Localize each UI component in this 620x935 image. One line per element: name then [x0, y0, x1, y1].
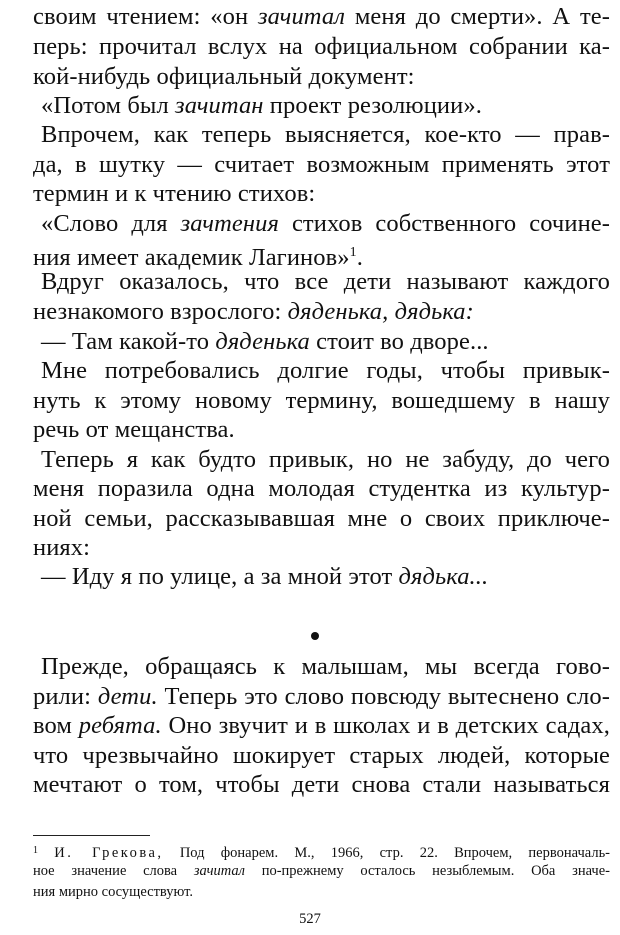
text-run: Теперь это слово повсюду вытеснено сло- [157, 683, 610, 710]
text-run: мечтают о том, чтобы дети снова стали называться [33, 771, 610, 798]
text-run: перь: прочитал вслух на официальном собрании ка- [33, 33, 610, 60]
text-line [41, 267, 610, 297]
text-run: Впрочем, как теперь выясняется, кое-кто — прав- [41, 121, 610, 148]
text-run: вом [33, 712, 79, 739]
text-run: ной семьи, рассказывавшая мне о своих приключе- [33, 505, 610, 532]
footnote-author: И. Грекова, [54, 845, 164, 861]
text-line [33, 682, 610, 712]
text-line [33, 533, 610, 563]
footnote-line-3: ния мирно сосуществуют. [33, 884, 194, 900]
footnote-marker: 1 [33, 845, 38, 856]
text-run: да, в шутку — считает возможным применять этот [33, 151, 610, 178]
footnote-line-2: ное значение слова зачитал по-прежнему осталось незыблемым. Оба значе- [33, 863, 610, 879]
text-run: проект резолюции». [263, 92, 482, 119]
text-line [41, 91, 610, 121]
text-line [33, 504, 610, 534]
text-run: незнакомого взрослого: [33, 298, 288, 325]
text-run: термин и к чтению стихов: [33, 180, 316, 207]
text-line [41, 445, 610, 475]
text-run: своим чтением: «он [33, 3, 258, 30]
text-run: кой-нибудь официальный документ: [33, 63, 415, 90]
text-run: рили: [33, 683, 98, 710]
text-run: ния имеет академик Лагинов» [33, 244, 350, 271]
text-run: речь от мещанства. [33, 416, 235, 443]
text-run: Прежде, обращаясь к малышам, мы всегда гово- [41, 653, 610, 680]
text-line [41, 652, 610, 682]
footnote-reference[interactable]: 1 [349, 245, 357, 260]
italic-term: ребята. [78, 712, 162, 739]
italic-term: дядька... [398, 563, 489, 590]
italic-term: дяденька [215, 328, 310, 355]
text-run: . [356, 244, 363, 271]
text-run: меня до смерти». А те- [345, 3, 610, 30]
text-run: Теперь я как будто привык, но не забуду, до чего [41, 446, 610, 473]
text-line [33, 62, 610, 92]
text-line [33, 2, 610, 32]
text-run: — Там какой-то [41, 328, 216, 355]
text-run: «Слово для [41, 210, 181, 237]
text-line [33, 386, 610, 416]
text-run: стихов собственного сочине- [278, 210, 611, 237]
text-line [41, 120, 610, 150]
text-line [41, 209, 610, 239]
text-run: — Иду я по улице, а за мной этот [41, 563, 399, 590]
text-line [33, 297, 610, 327]
text-run: нуть к этому новому термину, вошедшему в нашу [33, 387, 610, 414]
text-line [33, 711, 610, 741]
italic-term: дети. [97, 683, 158, 710]
text-run: стоит во дворе... [309, 328, 489, 355]
footnote-rule [33, 835, 150, 836]
italic-term: зачтения [180, 210, 279, 237]
text-run: «Потом был [41, 92, 176, 119]
footnote-source: Под фонарем. М., 1966, стр. 22. Впрочем, первоначаль- [163, 845, 611, 861]
text-line [33, 741, 610, 771]
text-line [33, 770, 610, 800]
section-separator-bullet [311, 632, 319, 640]
italic-term: дяденька, дядька: [287, 298, 474, 325]
text-line [33, 150, 610, 180]
footnote-italic-word: зачитал [193, 863, 245, 879]
text-line [41, 356, 610, 386]
italic-term: зачитал [257, 3, 346, 30]
text-run: что чрезвычайно шокирует старых людей, которые [33, 742, 610, 769]
text-line [41, 562, 610, 592]
text-run: меня поразила одна молодая студентка из культур- [33, 475, 610, 502]
text-run: Вдруг оказалось, что все дети называют каждого [41, 268, 610, 295]
text-line [33, 474, 610, 504]
italic-term: зачитан [175, 92, 264, 119]
text-run: ниях: [33, 534, 91, 561]
text-line [33, 179, 610, 209]
text-line [33, 32, 610, 62]
text-run: Мне потребовались долгие годы, чтобы привык- [41, 357, 610, 384]
text-run: Оно звучит и в школах и в детских садах, [161, 712, 610, 739]
text-line [33, 415, 610, 445]
page-number: 527 [299, 911, 321, 927]
text-line [41, 327, 610, 357]
